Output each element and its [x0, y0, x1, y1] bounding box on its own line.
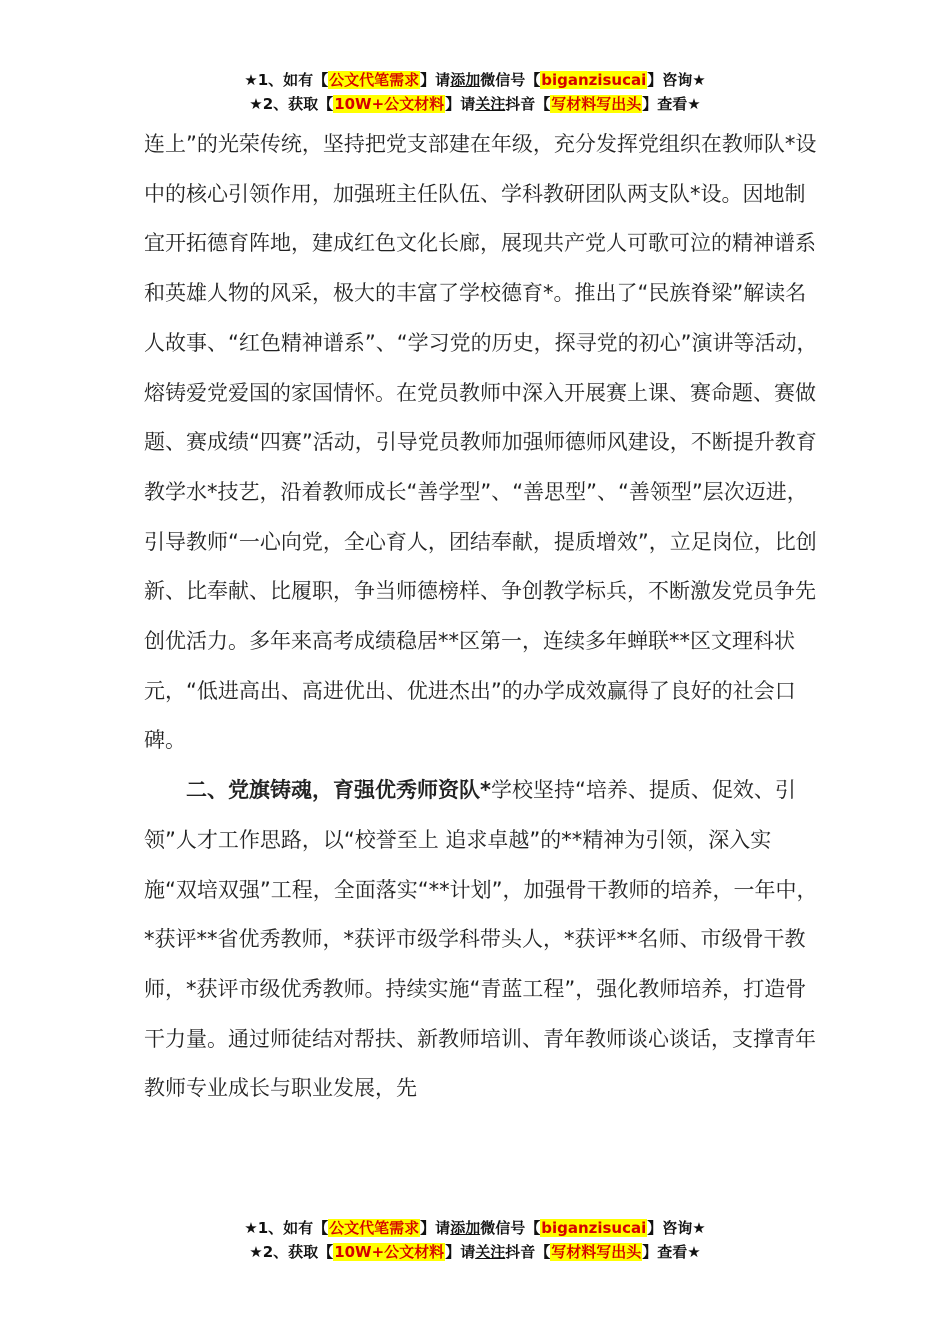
banner-line-2: ★2、获取【10W+公文材料】请关注抖音【写材料写出头】查看★ [249, 95, 701, 113]
banner-line-1: ★1、如有【公文代笔需求】请添加微信号【biganzisucai】咨询★ [244, 1219, 706, 1237]
footer-banner [0, 1216, 950, 1264]
highlight-wechat-id: biganzisucai [541, 71, 647, 89]
header-banner [0, 68, 950, 116]
highlight-douyin-account: 写材料写出头 [551, 95, 642, 113]
highlight-douyin-account: 写材料写出头 [551, 1243, 642, 1261]
highlight-materials: 10W+公文材料 [334, 1243, 445, 1261]
document-body [144, 120, 824, 1114]
highlight-writing-service: 公文代笔需求 [329, 1219, 420, 1237]
section-text: 学校坚持“培养、提质、促效、引领”人才工作思路，以“校誉至上 追求卓越”的**精神为引领，深入实施“双培双强”工程，全面落实“**计划”，加强骨干教师的培养，一年中，*获评**省优秀教师，*获评市级学科带头人，*获评**名师、市级骨干教师，*获评市级优秀教师。持续实施“青蓝工程”，强化教师培养，打造骨干力量。通过师徒结对帮扶、新教师培训、青年教师谈心谈话，支撑青年教师专业成长与职业发展，先 [144, 778, 818, 1101]
highlight-materials: 10W+公文材料 [334, 95, 445, 113]
paragraph-2 [144, 766, 824, 1114]
banner-line-2: ★2、获取【10W+公文材料】请关注抖音【写材料写出头】查看★ [249, 1243, 701, 1261]
highlight-wechat-id: biganzisucai [541, 1219, 647, 1237]
paragraph-1: 连上”的光荣传统，坚持把党支部建在年级，充分发挥党组织在教师队*设中的核心引领作用，加强班主任队伍、学科教研团队两支队*设。因地制宜开拓德育阵地，建成红色文化长廊，展现共产党人可歌可泣的精神谱系和英雄人物的风采，极大的丰富了学校德育*。推出了“民族脊梁”解读名人故事、“红色精神谱系”、“学习党的历史，探寻党的初心”演讲等活动，熔铸爱党爱国的家国情怀。在党员教师中深入开展赛上课、赛命题、赛做题、赛成绩“四赛”活动，引导党员教师加强师德师风建设，不断提升教育教学水*技艺，沿着教师成长“善学型”、“善思型”、“善领型”层次迈进，引导教师“一心向党，全心育人，团结奉献，提质增效”，立足岗位，比创新、比奉献、比履职，争当师德榜样、争创教学标兵，不断激发党员争先创优活力。多年来高考成绩稳居**区第一，连续多年蝉联**区文理科状元，“低进高出、高进优出、优进杰出”的办学成效赢得了良好的社会口碑。 [144, 132, 818, 753]
section-heading: 二、党旗铸魂，育强优秀师资队* [186, 778, 491, 803]
highlight-writing-service: 公文代笔需求 [329, 71, 420, 89]
banner-line-1: ★1、如有【公文代笔需求】请添加微信号【biganzisucai】咨询★ [244, 71, 706, 89]
